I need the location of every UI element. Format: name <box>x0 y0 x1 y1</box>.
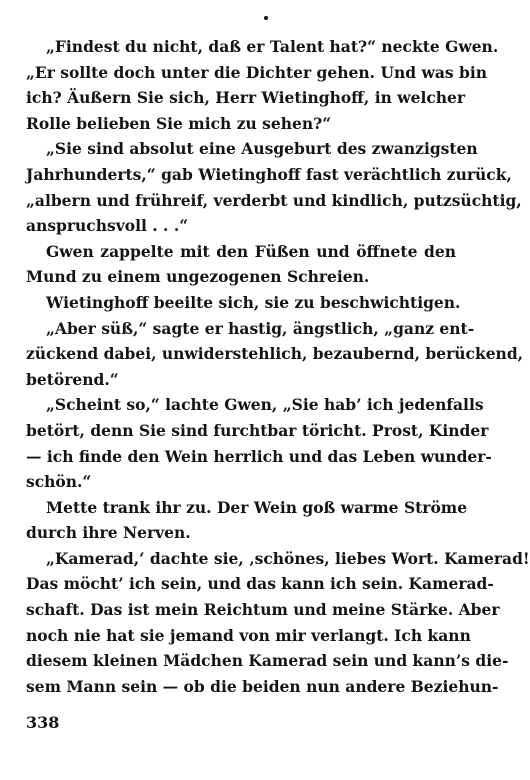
text-line: Wietinghoff beeilte sich, sie zu beschwichtigen. <box>46 292 461 312</box>
text-line: „Kamerad,‘ dachte sie, ‚schönes, liebes Wort. Kamerad! <box>46 548 530 568</box>
text-line: — ich finde den Wein herrlich und das Leben wunder- <box>26 446 492 466</box>
page-number: 338 <box>26 713 60 732</box>
text-line: zückend dabei, unwiderstehlich, bezaubernd, berückend, <box>26 344 524 364</box>
text-line: „Er sollte doch unter die Dichter gehen. Und was bin <box>26 62 487 82</box>
text-line: Rolle belieben Sie mich zu sehen?“ <box>26 113 332 133</box>
text-line: Jahrhunderts,“ gab Wietinghoff fast verächtlich zurück, <box>26 164 512 184</box>
text-line: betört, denn Sie sind furchtbar töricht. Prost, Kinder <box>26 420 489 440</box>
text-line: „Findest du nicht, daß er Talent hat?“ neckte Gwen. <box>46 37 499 56</box>
text-line: „Aber süß,“ sagte er hastig, ängstlich, „ganz ent- <box>46 318 475 338</box>
text-line: „albern und frühreif, verderbt und kindlich, putzsüchtig, <box>26 190 522 210</box>
text-line: anspruchsvoll . . .“ <box>26 216 189 236</box>
text-line: betörend.“ <box>26 369 119 389</box>
text-line: noch nie hat sie jemand von mir verlangt. Ich kann <box>26 625 471 645</box>
text-line: Das möcht’ ich sein, und das kann ich sein. Kamerad- <box>26 574 494 594</box>
text-line: Mette trank ihr zu. Der Wein goß warme Ströme <box>46 497 468 517</box>
text-line: diesem kleinen Mädchen Kamerad sein und kann’s die- <box>26 651 509 671</box>
text-line: ich? Äußern Sie sich, Herr Wietinghoff, in welcher <box>26 88 466 108</box>
text-line: durch ihre Nerven. <box>26 523 191 543</box>
text-line: schaft. Das ist mein Reichtum und meine Stärke. Aber <box>26 600 500 620</box>
text-line: „Scheint so,“ lachte Gwen, „Sie hab’ ich jedenfalls <box>46 395 484 415</box>
ink-speck <box>264 16 268 20</box>
text-line: Mund zu einem ungezogenen Schreien. <box>26 267 370 287</box>
text-line: schön.“ <box>26 472 92 492</box>
text-line: Gwen zappelte mit den Füßen und öffnete den <box>46 241 456 261</box>
text-line: „Sie sind absolut eine Ausgeburt des zwanzigsten <box>46 139 478 159</box>
text-line: sem Mann sein — ob die beiden nun andere Beziehun- <box>26 676 499 696</box>
body-text <box>26 34 530 699</box>
